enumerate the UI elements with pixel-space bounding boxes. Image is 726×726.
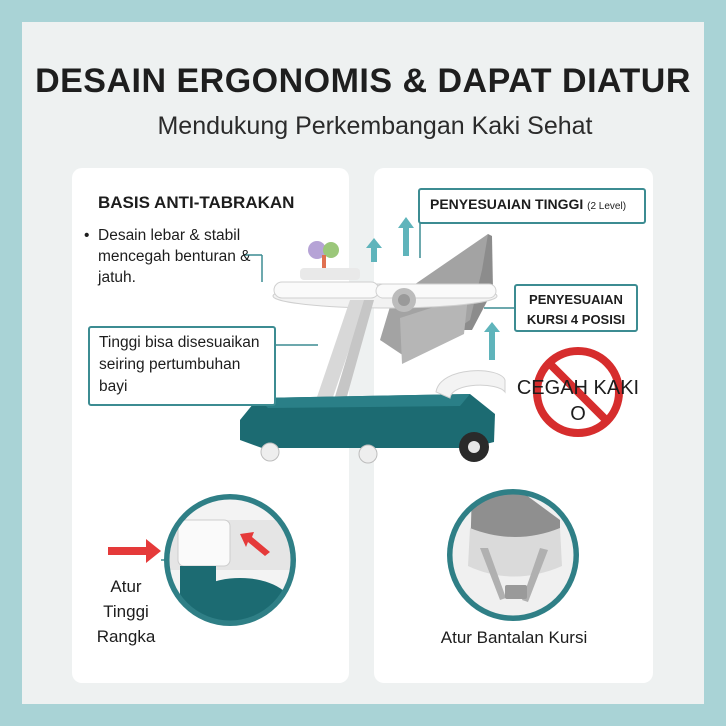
- page-title: DESAIN ERGONOMIS & DAPAT DIATUR: [35, 62, 691, 100]
- adjustable-height-callout: Tinggi bisa disesuaikan seiring pertumbuhan bayi: [88, 326, 276, 406]
- stability-bullet-text: Desain lebar & stabil mencegah benturan & jatuh.: [98, 227, 251, 286]
- prohibit-text-line-2: O: [570, 403, 586, 425]
- bullet-dot: •: [84, 227, 90, 244]
- frame-height-detail-image: [160, 490, 300, 634]
- anti-collision-heading: BASIS ANTI-TABRAKAN: [98, 193, 295, 212]
- height-adjustment-label: PENYESUAIAN TINGGI: [430, 196, 584, 212]
- height-adjustment-callout: [418, 188, 646, 224]
- seat-cushion-detail-image: [440, 485, 590, 625]
- prohibit-text-line-1: CEGAH KAKI: [516, 377, 640, 399]
- prohibit-sign-icon: [537, 351, 619, 433]
- seat-cushion-label: Atur Bantalan Kursi: [440, 628, 588, 647]
- height-adjustment-note: (2 Level): [587, 201, 627, 212]
- frame-height-label: Atur Tinggi Rangka: [96, 577, 156, 646]
- page-subtitle: Mendukung Perkembangan Kaki Sehat: [157, 112, 593, 140]
- seat-adjustment-callout: PENYESUAIAN KURSI 4 POSISI: [514, 284, 638, 332]
